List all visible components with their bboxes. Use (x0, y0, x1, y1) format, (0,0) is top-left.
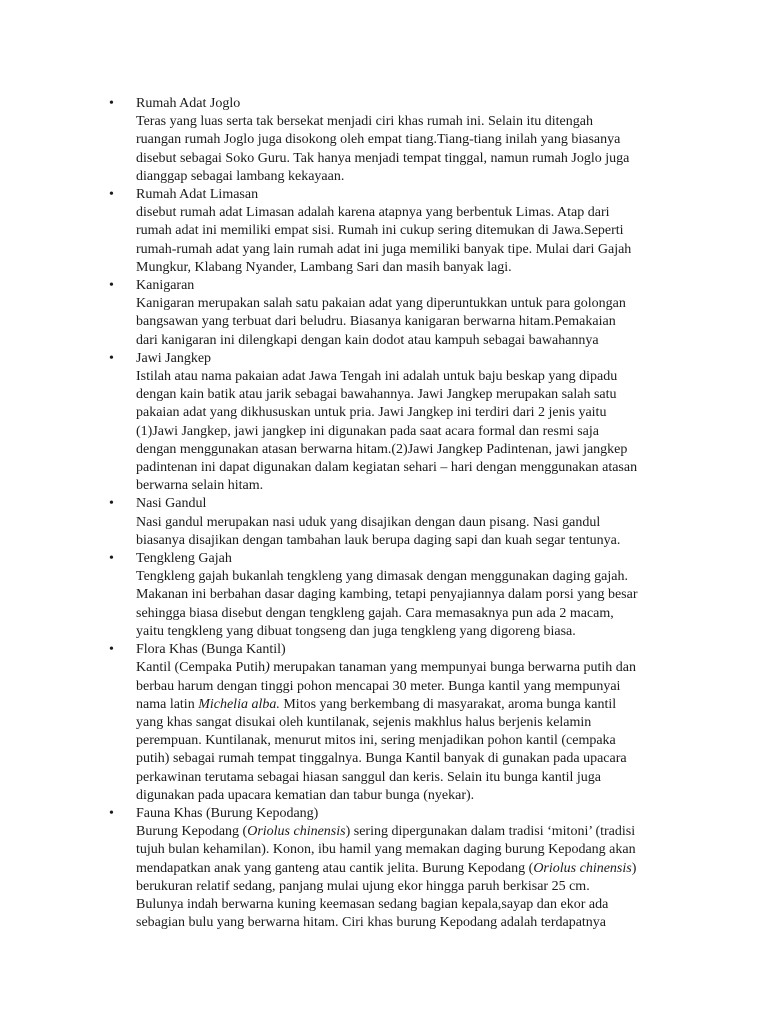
item-text-line: biasanya disajikan dengan tambahan lauk berupa daging sapi dan kuah segar tentunya. (136, 532, 621, 548)
text-run: nama latin (136, 696, 199, 712)
item-text-line (136, 860, 768, 878)
item-text-line: Nasi gandul merupakan nasi uduk yang disajikan dengan daun pisang. Nasi gandul (136, 514, 601, 530)
bullet-list (0, 95, 768, 932)
item-text-line: bangsawan yang terbuat dari beludru. Biasanya kanigaran berwarna hitam.Pemakaian (136, 314, 616, 330)
text-run: ) sering dipergunakan dalam tradisi ‘mitoni’ (tradisi (345, 824, 636, 840)
list-item-nasi-gandul (0, 495, 768, 550)
item-text-line: perempuan. Kuntilanak, menurut mitos ini, sering menjadikan pohon kantil (cempaka (136, 733, 616, 749)
item-heading: Rumah Adat Joglo (136, 96, 241, 111)
item-text-line: disebut sebagai Soko Guru. Tak hanya menjadi tempat tinggal, namun rumah Joglo juga (136, 150, 630, 166)
item-text-line: Tengkleng gajah bukanlah tengkleng yang dimasak dengan menggunakan daging gajah. (136, 569, 628, 585)
item-text-line: Makanan ini berbahan dasar daging kambing, tetapi penyajiannya dalam porsi yang besar (136, 587, 638, 603)
item-heading: Fauna Khas (Burung Kepodang) (136, 805, 319, 821)
list-item-fauna-khas (0, 805, 768, 932)
bullet-icon: • (109, 551, 114, 567)
text-run: merupakan tanaman yang mempunyai bunga berwarna putih dan (269, 660, 636, 676)
item-text-line: dengan kain batik atau jarik sebagai bawahannya. Jawi Jangkep merupakan salah satu (136, 387, 617, 403)
item-text-line: yaitu tengkleng yang dibuat tongseng dan juga tengkleng yang digoreng biasa. (136, 623, 576, 639)
list-item-flora-khas (0, 641, 768, 805)
bullet-icon: • (109, 805, 114, 821)
scientific-name: Michelia alba. (198, 696, 280, 712)
document-page (0, 95, 768, 932)
list-item-kanigaran (0, 277, 768, 350)
item-text-line: putih) sebagai rumah tempat tinggalnya. Bunga Kantil banyak di gunakan pada upacara (136, 751, 627, 767)
item-text-line (136, 659, 768, 677)
item-text-line: dianggap sebagai lambang kekayaan. (136, 168, 345, 184)
item-text-line: Teras yang luas serta tak bersekat menjadi ciri khas rumah ini. Selain itu ditengah (136, 114, 593, 130)
scientific-name: Oriolus chinensis (247, 824, 346, 840)
text-run-italic: ) (265, 660, 270, 676)
text-run: ) (631, 860, 637, 876)
item-text-line: Istilah atau nama pakaian adat Jawa Tengah ini adalah untuk baju beskap yang dipadu (136, 369, 618, 385)
item-heading: Rumah Adat Limasan (136, 187, 259, 203)
list-item-rumah-adat-joglo (0, 95, 768, 186)
item-text-line: ruangan rumah Joglo juga disokong oleh empat tiang.Tiang-tiang inilah yang biasanya (136, 132, 621, 148)
bullet-icon: • (109, 642, 114, 658)
text-run: Mitos yang berkembang di masyarakat, aroma bunga kantil (279, 696, 617, 712)
bullet-icon: • (109, 496, 114, 512)
text-run: Kantil (Cempaka Putih (136, 660, 266, 676)
bullet-icon: • (109, 96, 114, 111)
list-item-rumah-adat-limasan (0, 186, 768, 277)
list-item-tengkleng-gajah (0, 550, 768, 641)
item-text-line: digunakan pada upacara kematian dan tabur bunga (nyekar). (136, 787, 475, 803)
item-text-line: Mungkur, Klabang Nyander, Lambang Sari dan masih banyak lagi. (136, 259, 512, 275)
bullet-icon: • (109, 278, 114, 294)
scientific-name: Oriolus chinensis (533, 860, 632, 876)
item-text-line: padintenan ini dapat digunakan dalam kegiatan sehari – hari dengan menggunakan atasan (136, 460, 638, 476)
item-heading: Tengkleng Gajah (136, 551, 232, 567)
item-text-line: tujuh bulan kehamilan). Konon, ibu hamil yang memakan daging burung Kepodang akan (136, 842, 636, 858)
bullet-icon: • (109, 187, 114, 203)
item-text-line: berukuran relatif sedang, panjang mulai ujung ekor hingga paruh berkisar 25 cm. (136, 878, 590, 894)
item-text-line: Kanigaran merupakan salah satu pakaian adat yang diperuntukkan untuk para golongan (136, 296, 626, 312)
text-run: Burung Kepodang ( (136, 824, 248, 840)
item-text-line: dari kanigaran ini dilengkapi dengan kain dodot atau kampuh sebagai bawahannya (136, 332, 599, 348)
item-text-line: dengan menggunakan atasan berwarna hitam.(2)Jawi Jangkep Padintenan, jawi jangkep (136, 441, 628, 457)
item-text-line: rumah adat ini memiliki empat sisi. Rumah ini cukup sering ditemukan di Jawa.Seperti (136, 223, 624, 239)
item-text-line (136, 823, 768, 841)
item-text-line: (1)Jawi Jangkep, jawi jangkep ini digunakan pada saat acara formal dan resmi saja (136, 423, 599, 439)
item-text-line: pakaian adat yang dikhususkan untuk pria. Jawi Jangkep ini terdiri dari 2 jenis yaitu (136, 405, 607, 421)
item-text-line: sebagian bulu yang berwarna hitam. Ciri khas burung Kepodang adalah terdapatnya (136, 915, 607, 931)
bullet-icon: • (109, 350, 114, 366)
item-text-line: rumah-rumah adat yang lain rumah adat ini juga memiliki banyak tipe. Mulai dari Gajah (136, 241, 632, 257)
item-heading: Flora Khas (Bunga Kantil) (136, 642, 286, 658)
item-text-line: berwarna selain hitam. (136, 478, 264, 494)
item-text-line: Bulunya indah berwarna kuning keemasan sedang bagian kepala,sayap dan ekor ada (136, 896, 609, 912)
item-text-line (136, 696, 768, 714)
text-run: mendapatkan anak yang ganteng atau cantik jelita. Burung Kepodang ( (136, 860, 534, 876)
item-text-line: berbau harum dengan tinggi pohon mencapai 30 meter. Bunga kantil yang mempunyai (136, 678, 621, 694)
list-item-jawi-jangkep (0, 350, 768, 496)
item-text-line: yang khas sangat disukai oleh kuntilanak, sejenis makhlus halus berjenis kelamin (136, 714, 592, 730)
item-text-line: perkawinan terutama sebagai hiasan sanggul dan keris. Selain itu bunga kantil juga (136, 769, 601, 785)
item-heading: Nasi Gandul (136, 496, 207, 512)
item-heading: Kanigaran (136, 278, 195, 294)
item-text-line: sehingga biasa disebut dengan tengkleng gajah. Cara memasaknya pun ada 2 macam, (136, 605, 614, 621)
item-heading: Jawi Jangkep (136, 350, 212, 366)
item-text-line: disebut rumah adat Limasan adalah karena atapnya yang berbentuk Limas. Atap dari (136, 205, 610, 221)
